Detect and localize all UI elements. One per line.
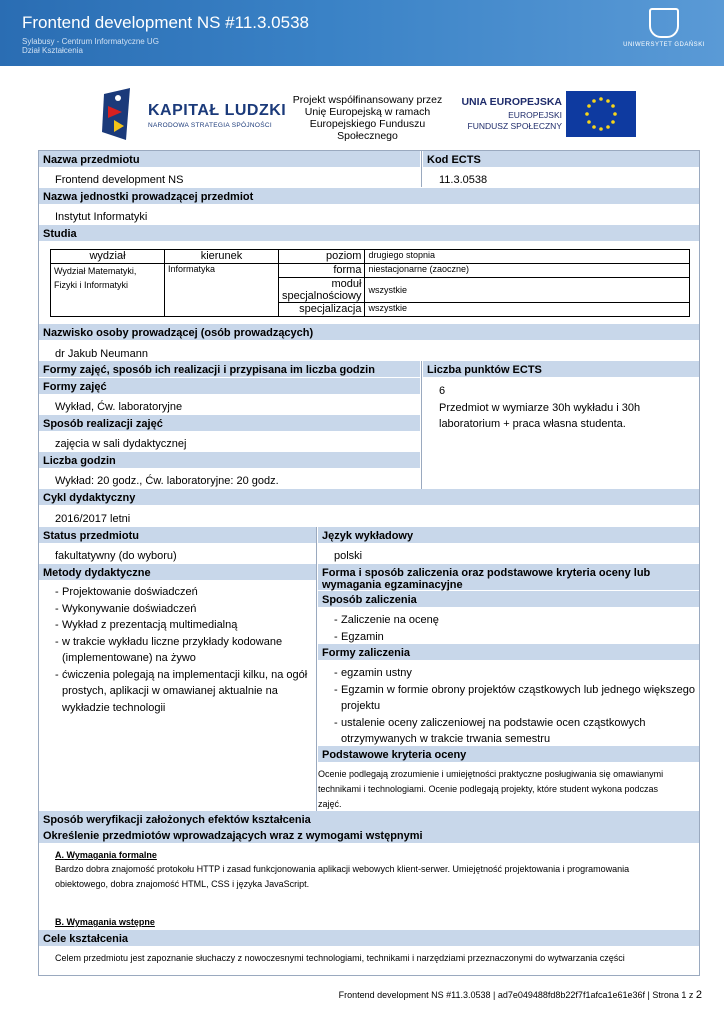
list-item: - egzamin ustny	[334, 665, 696, 682]
specialization-label: specjalizacja	[279, 303, 365, 317]
unit-name: Instytut Informatyki	[55, 211, 148, 223]
list-item-continuation: prostych, aplikacji w omawianej aktualnie na	[62, 685, 278, 697]
list-item-continuation: wykładzie technologii	[62, 701, 166, 714]
form-label: forma	[279, 264, 365, 278]
field-cell: Informatyka	[165, 264, 279, 317]
criteria-label: Podstawowe kryteria oceny	[318, 746, 699, 762]
grading-method-label: Sposób zaliczenia	[318, 591, 699, 607]
ects-note-1: Przedmiot w wymiarze 30h wykładu i 30h	[439, 402, 641, 414]
list-item-continuation: (implementowane) na żywo	[62, 652, 196, 664]
eu-fund: EUROPEJSKI FUNDUSZ SPOŁECZNY	[467, 110, 562, 131]
ects-code: 11.3.0538	[439, 174, 488, 186]
kapital-ludzki-subtitle: NARODOWA STRATEGIA SPÓJNOŚCI	[148, 122, 272, 129]
class-forms: Wykład, Ćw. laboratoryjne	[55, 401, 183, 413]
studia-label: Studia	[39, 225, 699, 241]
field-header: kierunek	[165, 250, 279, 264]
lecturer-label: Nazwisko osoby prowadzącej (osób prowadzących)	[39, 324, 699, 340]
goals-text: Celem przedmiotu jest zapoznanie słuchaczy z nowoczesnymi technologiami, technikami i narzędziami przeznaczonymi do wytwarzania części	[55, 953, 625, 963]
methods-label: Metody dydaktyczne	[39, 564, 316, 580]
methods-list	[55, 584, 313, 716]
ects-points: 6	[439, 385, 446, 397]
page-footer: Frontend development NS #11.3.0538 | ad7e049488fd8b22f7f1afca1e61e36f | Strona 1 z 2	[338, 989, 702, 1001]
ects-points-label: Liczba punktów ECTS	[423, 361, 699, 377]
list-item: - ćwiczenia polegają na implementacji kilku, na ogół	[55, 667, 313, 684]
level-label: poziom	[279, 250, 365, 264]
status-value: fakultatywny (do wyboru)	[55, 550, 177, 562]
grading-forms-label: Formy zaliczenia	[318, 644, 699, 660]
course-name: Frontend development NS	[55, 174, 184, 186]
university-logo: UNIWERSYTET GDAŃSKI	[618, 8, 710, 48]
criteria-text: Ocenie podlegają zrozumienie i umiejętności praktyczne posługiwania się omawianymi technikami i technologiami. Ocenie podlegają projekty, które student wykona podczas zajęć.	[318, 769, 664, 809]
ects-note-2: laboratorium + praca własna studenta.	[439, 418, 626, 430]
language-value: polski	[334, 550, 363, 562]
level-value: drugiego stopnia	[365, 250, 690, 264]
page-count: 2	[695, 989, 702, 1001]
prereq-formal-text: Bardzo dobra znajomość protokołu HTTP i zasad funkcjonowania aplikacji webowych klient-serwer. Umiejętność projektowania i programowania obiektowego, dobra znajomość HTML, CSS i języka JavaScript.	[55, 864, 630, 889]
cycle-value: 2016/2017 letni	[55, 513, 131, 525]
specialization-value: wszystkie	[365, 303, 690, 317]
prereq-initial-label: B. Wymagania wstępne	[55, 917, 155, 927]
hours: Wykład: 20 godz., Ćw. laboratoryjne: 20 godz.	[55, 475, 279, 487]
realization: zajęcia w sali dydaktycznej	[55, 438, 187, 450]
list-item: - Wykonywanie doświadczeń	[55, 601, 313, 618]
grading-method-list	[334, 612, 694, 645]
list-item: - Egzamin w formie obrony projektów cząstkowych lub jednego większego	[334, 682, 696, 699]
header-subtitle: Sylabusy - Centrum Informatyczne UG Dział Kształcenia	[22, 37, 159, 55]
project-note: Projekt współfinansowany przez Unię Europejską w ramach Europejskiego Funduszu Społecznego	[292, 94, 443, 142]
faculty-cell: Wydział Matematyki, Fizyki i Informatyki	[51, 264, 165, 317]
lecturer-name: dr Jakub Neumann	[55, 348, 148, 360]
list-item: - Egzamin	[334, 629, 694, 646]
forms-label: Formy zajęć, sposób ich realizacji i przypisana im liczba godzin	[39, 361, 420, 377]
grading-forms-list	[334, 665, 696, 748]
ects-code-label: Kod ECTS	[423, 151, 699, 167]
language-label: Język wykładowy	[318, 527, 699, 543]
realization-label: Sposób realizacji zajęć	[39, 415, 420, 431]
list-item: - Zaliczenie na ocenę	[334, 612, 694, 629]
prereq-label: Określenie przedmiotów wprowadzających wraz z wymogami wstępnymi	[39, 827, 699, 843]
funding-logos	[0, 84, 724, 144]
list-item: - w trakcie wykładu liczne przykłady kodowane	[55, 634, 313, 651]
form-value: niestacjonarne (zaoczne)	[365, 264, 690, 278]
module-label: moduł specjalnościowy	[279, 278, 365, 303]
course-name-label: Nazwa przedmiotu	[39, 151, 420, 167]
class-forms-label: Formy zajęć	[39, 378, 420, 394]
grading-label: Forma i sposób zaliczenia oraz podstawowe kryteria oceny lub wymagania egzaminacyjne	[318, 564, 699, 590]
eu-title: UNIA EUROPEJSKA	[461, 96, 562, 108]
status-label: Status przedmiotu	[39, 527, 316, 543]
goals-label: Cele kształcenia	[39, 930, 699, 946]
page-header	[0, 0, 724, 66]
list-item-continuation: otrzymywanych w trakcie trwania semestru	[341, 733, 551, 745]
studia-table	[50, 249, 690, 317]
list-item: - Projektowanie doświadczeń	[55, 584, 313, 601]
eu-flag-icon	[566, 91, 636, 137]
page-title: Frontend development NS #11.3.0538	[22, 13, 309, 32]
list-item: - ustalenie oceny zaliczeniowej na podstawie ocen cząstkowych	[334, 715, 696, 732]
hours-label: Liczba godzin	[39, 452, 420, 468]
university-crest-icon	[649, 8, 679, 38]
list-item-continuation: projektu	[341, 700, 381, 712]
unit-label: Nazwa jednostki prowadzącej przedmiot	[39, 188, 699, 204]
kapital-ludzki-logo-icon	[100, 86, 134, 142]
module-value: wszystkie	[365, 278, 690, 303]
prereq-formal-label: A. Wymagania formalne	[55, 850, 157, 860]
list-item: - Wykład z prezentacją multimedialną	[55, 617, 313, 634]
cycle-label: Cykl dydaktyczny	[39, 489, 699, 505]
kapital-ludzki-title: KAPITAŁ LUDZKI	[148, 102, 287, 119]
verification-label: Sposób weryfikacji założonych efektów kształcenia	[39, 811, 699, 827]
faculty-header: wydział	[51, 250, 165, 264]
